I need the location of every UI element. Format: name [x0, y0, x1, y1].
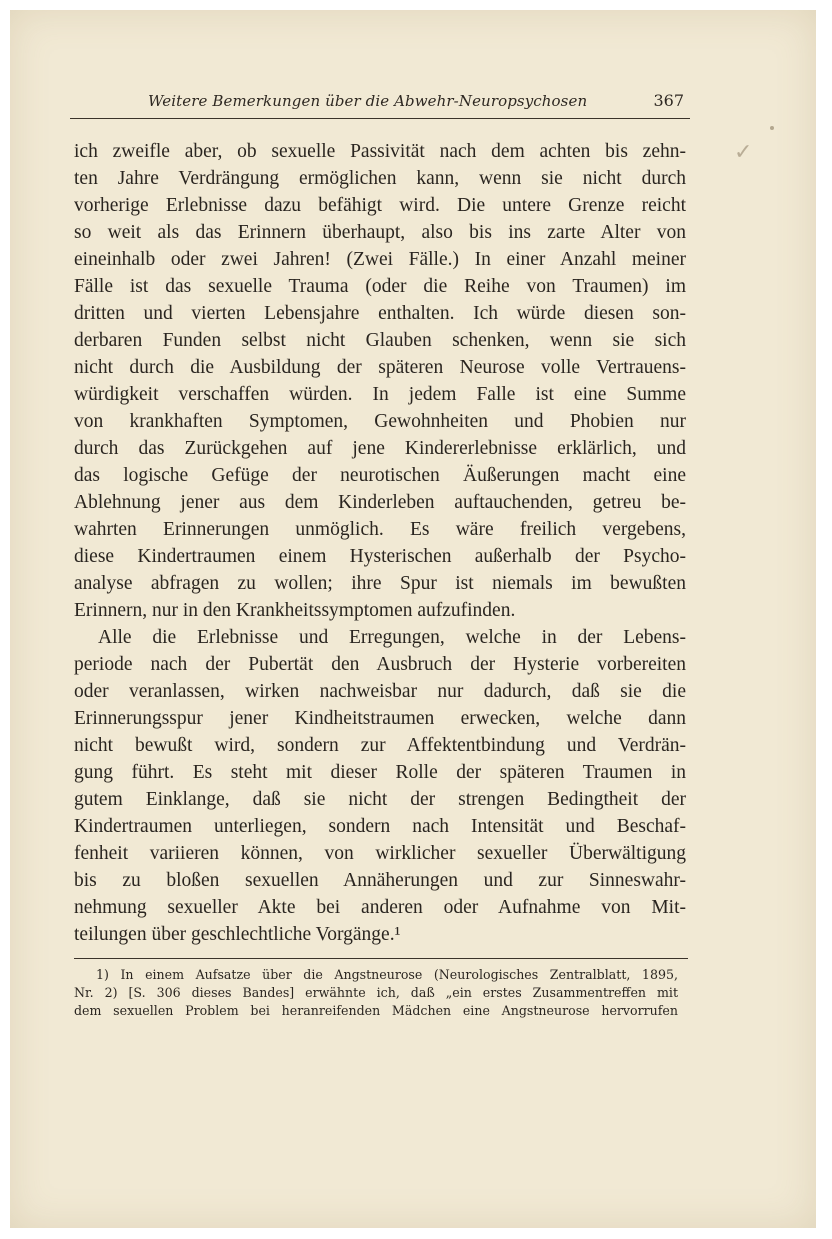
text-line: ich zweifle aber, ob sexuelle Passivität nach dem achten bis zehn-	[74, 141, 686, 162]
margin-dot	[770, 126, 774, 130]
margin-checkmark-annotation: ✓	[734, 140, 753, 165]
text-line: durch das Zurückgehen auf jene Kindererlebnisse erklärlich, und	[74, 438, 686, 459]
text-line: oder veranlassen, wirken nachweisbar nur dadurch, daß sie die	[74, 681, 686, 702]
text-line: ten Jahre Verdrängung ermöglichen kann, wenn sie nicht durch	[74, 168, 686, 189]
text-line: dritten und vierten Lebensjahre enthalten. Ich würde diesen son-	[74, 303, 686, 324]
text-line: gutem Einklange, daß sie nicht der strengen Bedingtheit der	[74, 789, 686, 810]
footnote-line: Nr. 2) [S. 306 dieses Bandes] erwähnte ich, daß „ein erstes Zusammentreffen mit	[74, 985, 678, 1000]
text-line: Fälle ist das sexuelle Trauma (oder die Reihe von Traumen) im	[74, 276, 686, 297]
text-line: derbaren Funden selbst nicht Glauben schenken, wenn sie sich	[74, 330, 686, 351]
footnote-divider	[74, 958, 688, 959]
footnote-line: dem sexuellen Problem bei heranreifenden Mädchen eine Angstneurose hervorrufen	[74, 1003, 678, 1018]
text-line: Erinnern, nur in den Krankheitssymptomen aufzufinden.	[74, 600, 516, 621]
text-line: teilungen über geschlechtliche Vorgänge.¹	[74, 924, 401, 945]
text-line: wahrten Erinnerungen unmöglich. Es wäre freilich vergebens,	[74, 519, 686, 540]
text-line: Ablehnung jener aus dem Kinderleben auftauchenden, getreu be-	[74, 492, 686, 513]
footnote-line: 1) In einem Aufsatze über die Angstneurose (Neurologisches Zentralblatt, 1895,	[96, 967, 678, 982]
text-line: Kindertraumen unterliegen, sondern nach Intensität und Beschaf-	[74, 816, 686, 837]
text-line: nicht bewußt wird, sondern zur Affektentbindung und Verdrän-	[74, 735, 686, 756]
page-header	[70, 88, 690, 119]
running-title: Weitere Bemerkungen über die Abwehr-Neuropsychosen	[148, 92, 588, 110]
text-line: so weit als das Erinnern überhaupt, also bis ins zarte Alter von	[74, 222, 686, 243]
text-line: vorherige Erlebnisse dazu befähigt wird. Die untere Grenze reicht	[74, 195, 686, 216]
page-number: 367	[653, 91, 684, 110]
text-line: nicht durch die Ausbildung der späteren Neurose volle Vertrauens-	[74, 357, 686, 378]
text-line: nehmung sexueller Akte bei anderen oder Aufnahme von Mit-	[74, 897, 686, 918]
text-line: fenheit variieren können, von wirklicher sexueller Überwältigung	[74, 843, 686, 864]
body-text	[74, 138, 686, 948]
text-line: würdigkeit verschaffen würden. In jedem Falle ist eine Summe	[74, 384, 686, 405]
text-line: eineinhalb oder zwei Jahren! (Zwei Fälle.) In einer Anzahl meiner	[74, 249, 686, 270]
text-line: gung führt. Es steht mit dieser Rolle der späteren Traumen in	[74, 762, 686, 783]
text-line: das logische Gefüge der neurotischen Äußerungen macht eine	[74, 465, 686, 486]
text-line: Erinnerungsspur jener Kindheitstraumen erwecken, welche dann	[74, 708, 686, 729]
text-line: diese Kindertraumen einem Hysterischen außerhalb der Psycho-	[74, 546, 686, 567]
text-line: analyse abfragen zu wollen; ihre Spur ist niemals im bewußten	[74, 573, 686, 594]
text-line: von krankhaften Symptomen, Gewohnheiten und Phobien nur	[74, 411, 686, 432]
text-line: periode nach der Pubertät den Ausbruch der Hysterie vorbereiten	[74, 654, 686, 675]
footnotes	[74, 966, 678, 1020]
paragraph-start-line: Alle die Erlebnisse und Erregungen, welche in der Lebens-	[98, 627, 686, 648]
text-line: bis zu bloßen sexuellen Annäherungen und zur Sinneswahr-	[74, 870, 686, 891]
